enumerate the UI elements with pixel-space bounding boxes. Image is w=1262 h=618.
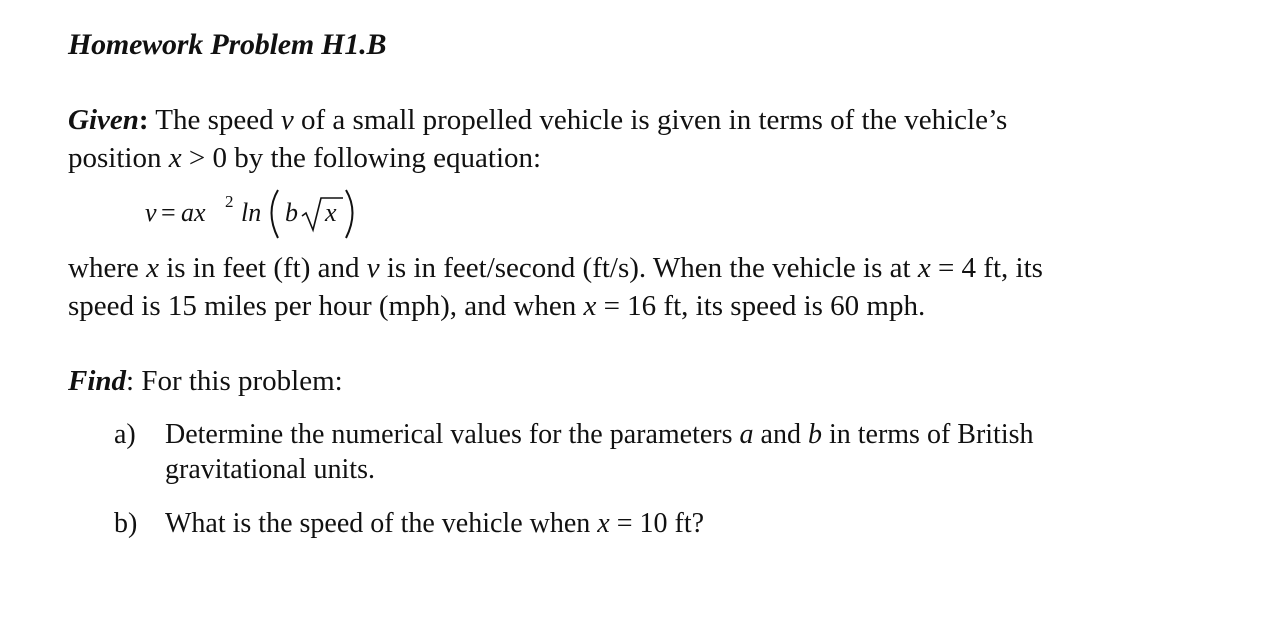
speed-equation	[145, 186, 375, 246]
equation-ln: ln	[241, 198, 262, 227]
given-label: Given	[68, 104, 139, 136]
right-paren	[346, 190, 353, 238]
equation-radicand: x	[325, 198, 337, 227]
item-a-text: Determine the numerical values for the parameters a and b in terms of British gravitational units.	[165, 419, 1034, 485]
left-paren	[272, 190, 279, 238]
sqrt-symbol	[302, 198, 343, 230]
equation-term: ax	[181, 198, 206, 227]
equation-b: b	[285, 198, 298, 227]
equation-equals: =	[161, 198, 176, 227]
where-paragraph: where x is in feet (ft) and v is in feet/second (ft/s). When the vehicle is at x = 4 ft, its speed is 15 miles per hour (mph), and when x = 16 ft, its speed is 60 mph.	[68, 252, 1043, 322]
equation-exponent: 2	[225, 192, 234, 211]
find-paragraph: Find: For this problem:	[68, 365, 343, 397]
item-b-marker: b)	[114, 508, 138, 539]
find-label: Find	[68, 365, 127, 397]
given-paragraph: Given: The speed v of a small propelled vehicle is given in terms of the vehicle’s position x > 0 by the following equation:	[68, 104, 1008, 174]
problem-title: Homework Problem H1.B	[68, 28, 387, 61]
item-a-marker: a)	[114, 419, 136, 450]
item-b-text: What is the speed of the vehicle when x = 10 ft?	[165, 508, 705, 539]
equation-lhs: v	[145, 198, 157, 227]
